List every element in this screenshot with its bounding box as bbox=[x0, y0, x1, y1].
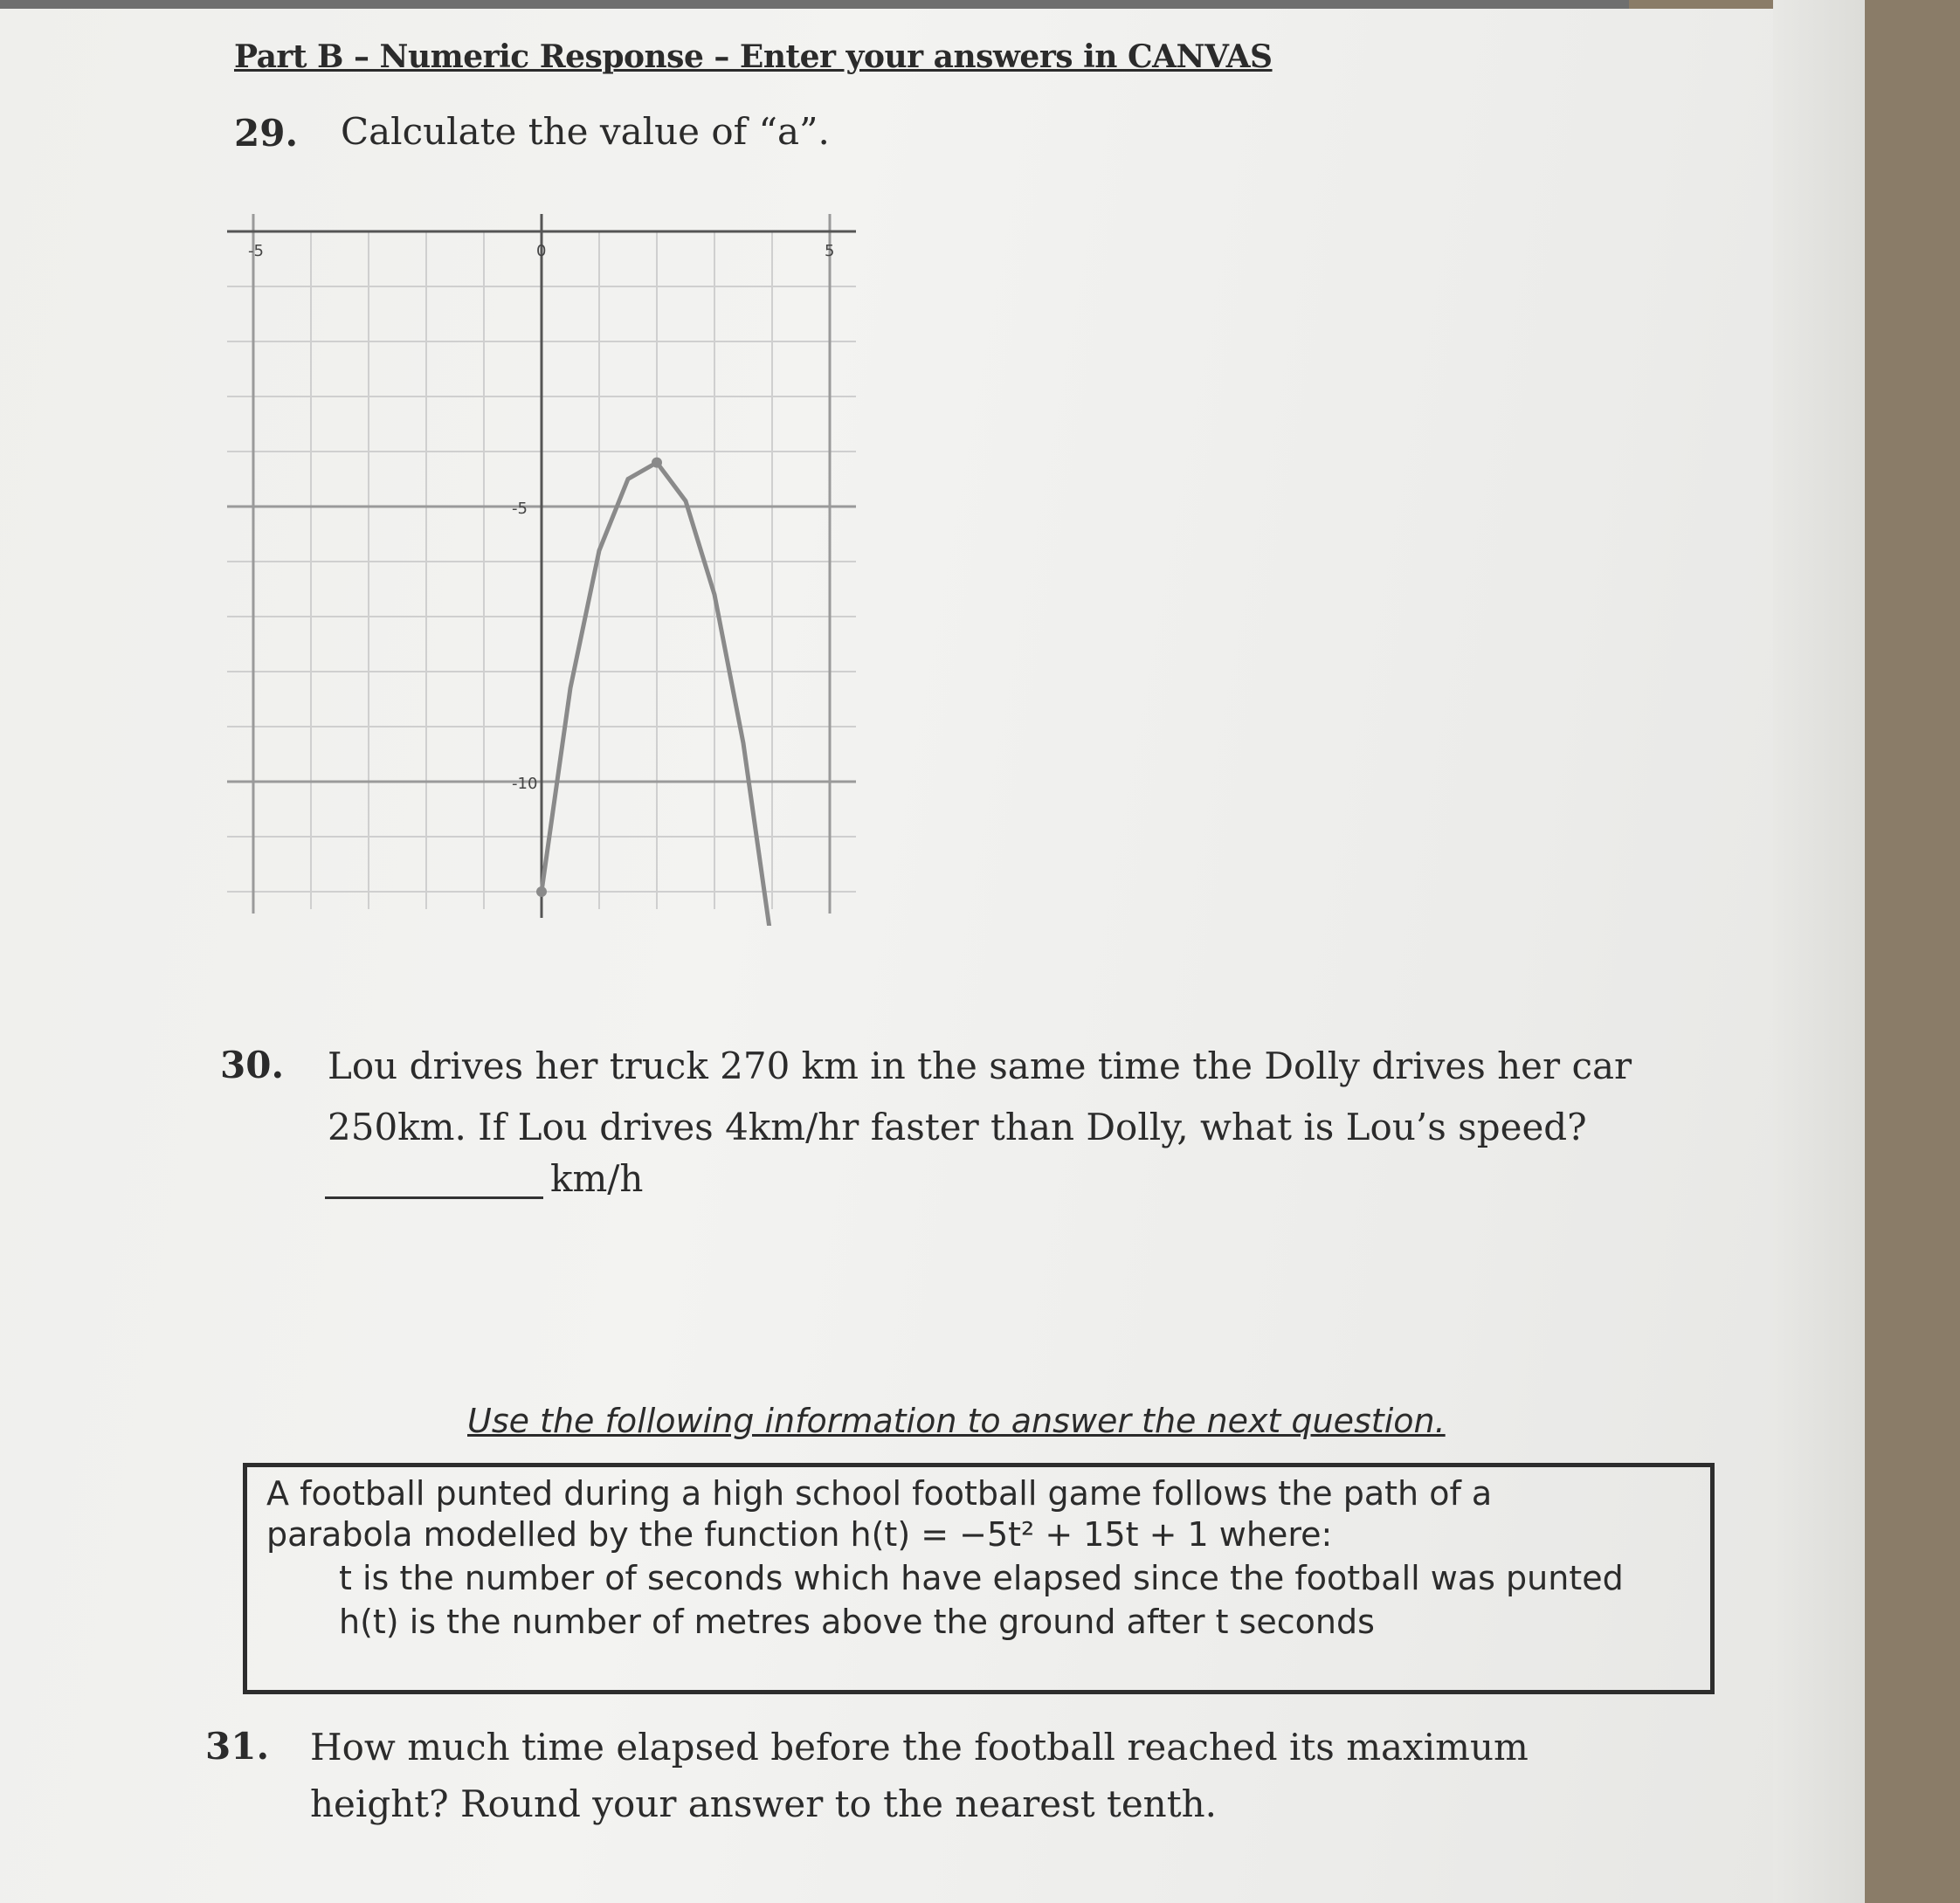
q31-number: 31. bbox=[205, 1725, 270, 1768]
info-line4: h(t) is the number of metres above the ground after t seconds bbox=[339, 1603, 1375, 1641]
q30-line2: 250km. If Lou drives 4km/hr faster than Dolly, what is Lou’s speed? bbox=[328, 1106, 1587, 1148]
info-line1: A football punted during a high school football game follows the path of a bbox=[266, 1474, 1493, 1513]
q29-text: Calculate the value of “a”. bbox=[341, 110, 830, 153]
q30-number: 30. bbox=[220, 1044, 285, 1086]
x-tick-label: -5 bbox=[248, 242, 264, 260]
q29-number: 29. bbox=[234, 112, 299, 155]
x-tick-label: 0 bbox=[536, 242, 547, 260]
x-tick-label: 5 bbox=[825, 242, 835, 260]
chart-point bbox=[652, 458, 662, 468]
parabola-chart bbox=[218, 201, 856, 926]
info-line2: parabola modelled by the function h(t) = −5t² + 15t + 1 where: bbox=[266, 1515, 1333, 1554]
info-title: Use the following information to answer the next question. bbox=[467, 1402, 1446, 1440]
y-tick-label: -5 bbox=[512, 500, 528, 518]
y-tick-label: -10 bbox=[512, 775, 538, 793]
chart-point bbox=[536, 886, 547, 897]
q30-line1: Lou drives her truck 270 km in the same time the Dolly drives her car bbox=[328, 1045, 1632, 1087]
info-line3: t is the number of seconds which have elapsed since the football was punted bbox=[339, 1559, 1624, 1597]
info-box bbox=[243, 1463, 1715, 1694]
q31-line1: How much time elapsed before the football reached its maximum bbox=[310, 1726, 1529, 1769]
section-header: Part B – Numeric Response – Enter your answers in CANVAS bbox=[234, 38, 1273, 75]
page-edge bbox=[1773, 0, 1865, 1903]
q30-answer-blank[interactable] bbox=[325, 1196, 543, 1199]
q31-line2: height? Round your answer to the nearest tenth. bbox=[310, 1782, 1218, 1825]
q30-unit: km/h bbox=[550, 1157, 644, 1200]
chart-axes bbox=[227, 214, 856, 918]
